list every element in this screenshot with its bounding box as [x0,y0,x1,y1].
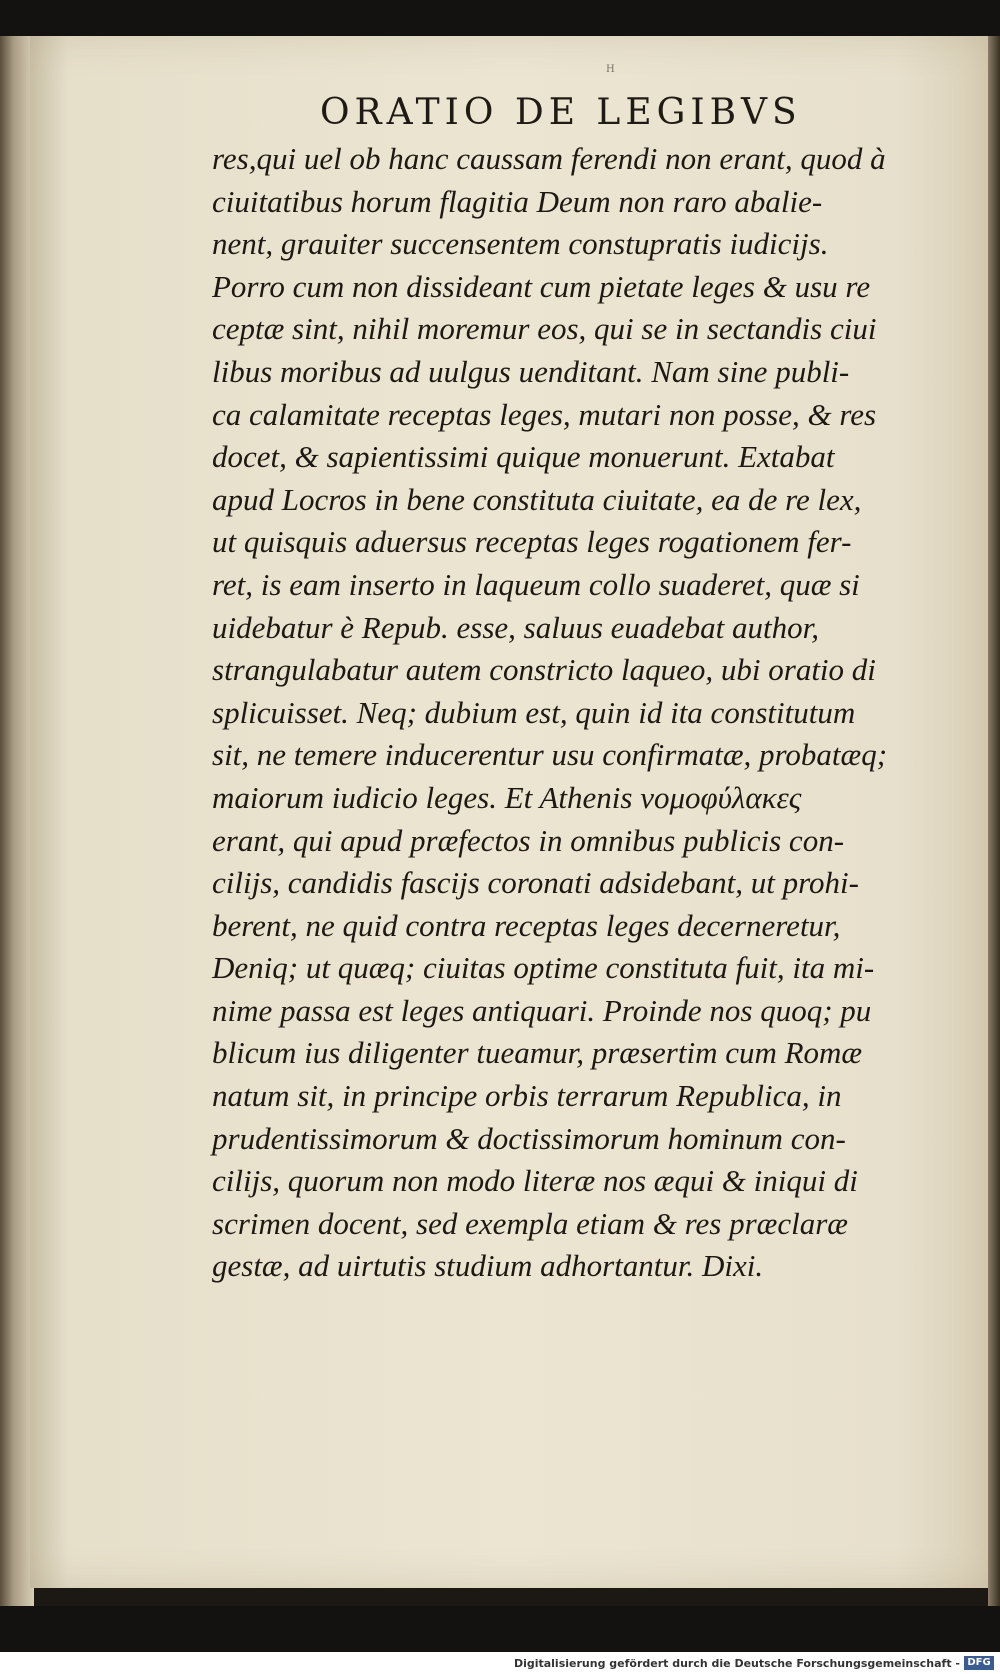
text-line: blicum ius diligenter tueamur, præsertim cum Romæ [212,1035,863,1071]
text-line: Porro cum non dissideant cum pietate leges & usu re [212,268,871,304]
text-line: sit, ne temere inducerentur usu confirmatæ, probatæq; [212,737,888,773]
text-line: ret, is eam inserto in laqueum collo suaderet, quæ si [212,566,860,602]
funding-credit: Digitalisierung gefördert durch die Deutsche Forschungsgemeinschaft - [513,1657,960,1670]
text-line: ut quisquis aduersus receptas leges rogationem fer- [212,524,852,560]
text-line: maiorum iudicio leges. Et Athenis νομοφύλακες [212,779,802,815]
text-line: gestæ, ad uirtutis studium adhortantur. Dixi. [212,1248,764,1284]
text-line: ceptæ sint, nihil moremur eos, qui se in sectandis ciui [212,311,877,347]
text-line: ciuitatibus horum flagitia Deum non raro abalie- [212,183,823,219]
running-header: ORATIO DE LEGIBVS [320,92,802,133]
text-line: prudentissimorum & doctissimorum hominum con- [212,1120,846,1156]
text-line: natum sit, in principe orbis terrarum Republica, in [212,1078,842,1114]
text-line: nime passa est leges antiquari. Proinde nos quoq; pu [212,992,872,1028]
text-line: splicuisset. Neq; dubium est, quin id ita constitutum [212,694,856,730]
text-line: scrimen docent, sed exempla etiam & res præclaræ [212,1205,848,1241]
text-line: nent, grauiter succensentem constupratis iudicijs. [212,226,829,262]
dfg-logo-icon: DFG [964,1656,994,1670]
text-line: berent, ne quid contra receptas leges decerneretur, [212,907,841,943]
text-line: docet, & sapientissimi quique monuerunt. Extabat [212,439,835,475]
text-line: libus moribus ad uulgus uenditant. Nam sine publi- [212,353,850,389]
text-line: apud Locros in bene constituta ciuitate, ea de re lex, [212,481,862,517]
page-edge [988,36,1000,1606]
text-line: ca calamitate receptas leges, mutari non posse, & res [212,396,877,432]
text-line: Deniq; ut quæq; ciuitas optime constituta fuit, ita mi- [212,950,875,986]
text-line: strangulabatur autem constricto laqueo, ubi oratio di [212,652,876,688]
text-line: erant, qui apud præfectos in omnibus publicis con- [212,822,845,858]
body-text [212,138,912,1288]
text-line: res,qui uel ob hanc caussam ferendi non erant, quod à [212,141,886,176]
text-line: uidebatur è Repub. esse, saluus euadebat author, [212,609,820,645]
text-line: cilijs, candidis fascijs coronati adsidebant, ut prohi- [212,865,859,901]
book-spine-edge [0,36,34,1606]
footer-bar [0,1652,1000,1674]
text-line: cilijs, quorum non modo literæ nos æqui & iniqui di [212,1163,858,1199]
folio-mark: H [606,64,615,75]
